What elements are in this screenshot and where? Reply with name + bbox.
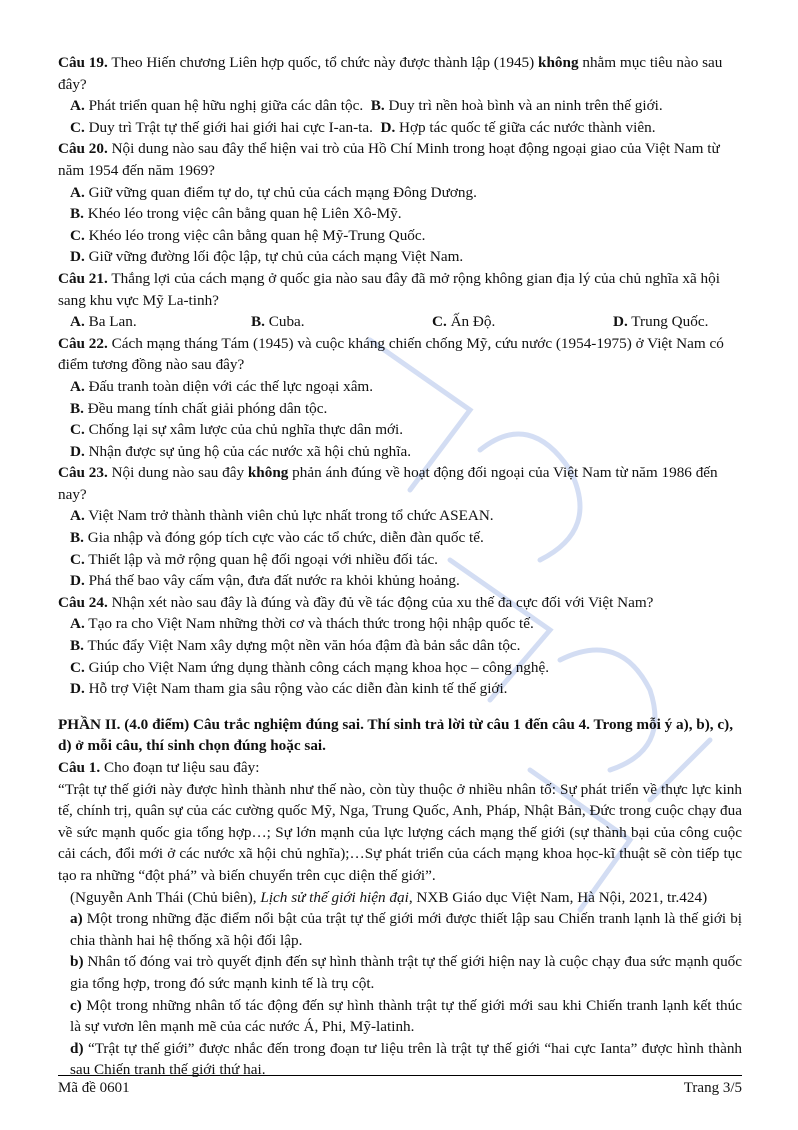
statement-b: b) Nhân tố đóng vai trò quyết định đến sự hình thành trật tự thế giới hiện nay là cuộc chạy đua sức mạnh quốc gia tổng hợp, trong đó sức mạnh kinh tế là trụ cột. <box>70 953 743 992</box>
question-label: Câu 22. <box>58 334 108 352</box>
question-label: Câu 20. <box>58 140 108 158</box>
page-number: Trang 3/5 <box>683 1080 742 1096</box>
statement-c: c) Một trong những nhân tố tác động đến sự hình thành trật tự thế giới mới sau khi Chiến tranh lạnh kết thúc là sự vươn lên mạnh mẽ của các nước Á, Phi, Mỹ-latinh. <box>70 996 742 1036</box>
option-row: A. Phát triển quan hệ hữu nghị giữa các dân tộc. B. Duy trì nền hoà bình và an ninh trên thế giới. <box>70 97 663 115</box>
source-quote: “Trật tự thế giới này được hình thành như thế nào, còn tùy thuộc ở nhiều nhân tố: Sự phát triển về thực lực kinh tế, chính trị, quân sự của các cường quốc Mỹ, Nga, Trung Quốc, Anh, Pháp, Nhật Bản, Đức trong cuộc chạy đua về sức mạnh quốc gia tổng hợp…; Sự lớn mạnh của lực lượng cách mạng thế giới (sự thành bại của công cuộc cải cách, đổi mới ở các nước xã hội chủ nghĩa);…Sự phát triển của cách mạng khoa học-kĩ thuật sẽ còn tiếp tục tạo ra những “đột phá” và biến chuyển trên cục diện thế giới”. <box>58 780 742 884</box>
option-d: D. Trung Quốc. <box>613 313 709 331</box>
option-b: B. Thúc đẩy Việt Nam xây dựng một nền văn hóa đậm đà bản sắc dân tộc. <box>70 637 521 655</box>
option-c: C. Giúp cho Việt Nam ứng dụng thành công cách mạng khoa học – công nghệ. <box>70 658 550 676</box>
question-label: Câu 24. <box>58 593 108 611</box>
option-d: D. Phá thế bao vây cấm vận, đưa đất nước ra khỏi khủng hoảng. <box>70 572 460 590</box>
section-heading: PHẦN II. (4.0 điểm) Câu trắc nghiệm đúng sai. Thí sinh trả lời từ câu 1 đến câu 4. Trong mỗi ý a), b), c), d) ở mỗi câu, thí sinh chọn đúng hoặc sai. <box>58 715 733 755</box>
option-c: C. Chống lại sự xâm lược của chủ nghĩa thực dân mới. <box>70 421 404 439</box>
question-label: Câu 19. <box>58 54 108 71</box>
option-b: B. Đều mang tính chất giải phóng dân tộc. <box>70 399 328 417</box>
option-d: D. Hỗ trợ Việt Nam tham gia sâu rộng vào các diễn đàn kinh tế thế giới. <box>70 680 508 698</box>
option-c: C. Ấn Độ. <box>432 313 496 331</box>
exam-page <box>58 52 742 1081</box>
option-d: D. Nhận được sự ủng hộ của các nước xã hội chủ nghĩa. <box>70 442 412 460</box>
option-c: C. Khéo léo trong việc cân bằng quan hệ Mỹ-Trung Quốc. <box>70 226 426 244</box>
question-label: Câu 1. <box>58 759 101 776</box>
option-a: A. Đấu tranh toàn diện với các thế lực ngoại xâm. <box>70 377 374 395</box>
source-citation: (Nguyễn Anh Thái (Chủ biên), Lịch sử thế giới hiện đại, NXB Giáo dục Việt Nam, Hà Nội, 2021, tr.424) <box>70 888 708 906</box>
question-19: Câu 19. Theo Hiến chương Liên hợp quốc, tổ chức này được thành lập (1945) không nhằm mục tiêu nào sau đây? <box>58 54 723 93</box>
question-24: Câu 24. Nhận xét nào sau đây là đúng và đầy đủ về tác động của xu thế đa cực đối với Việt Nam? <box>58 593 654 611</box>
statement-d: d) “Trật tự thế giới” được nhắc đến trong đoạn tư liệu trên là trật tự thế giới “hai cực Ianta” được hình thành sau Chiến tranh thế giới thứ hai. <box>70 1039 743 1079</box>
option-row <box>58 311 742 333</box>
question-22: Câu 22. Cách mạng tháng Tám (1945) và cuộc kháng chiến chống Mỹ, cứu nước (1954-1975) ở Việt Nam có điểm tương đồng nào sau đây? <box>58 334 724 374</box>
option-b: B. Khéo léo trong việc cân bằng quan hệ Liên Xô-Mỹ. <box>70 205 402 223</box>
page-footer <box>58 1075 742 1097</box>
option-a: A. Ba Lan. <box>70 313 137 331</box>
option-a: A. Tạo ra cho Việt Nam những thời cơ và thách thức trong hội nhập quốc tế. <box>70 615 534 633</box>
part2-question-1: Câu 1. Cho đoạn tư liệu sau đây: <box>58 759 260 776</box>
option-b: B. Gia nhập và đóng góp tích cực vào các tổ chức, diễn đàn quốc tế. <box>70 529 484 547</box>
exam-code: Mã đề 0601 <box>58 1080 130 1096</box>
question-20: Câu 20. Nội dung nào sau đây thể hiện vai trò của Hồ Chí Minh trong hoạt động ngoại giao của Việt Nam từ năm 1954 đến năm 1969? <box>58 140 720 179</box>
statement-a: a) Một trong những đặc điểm nổi bật của trật tự thế giới mới được thiết lập sau Chiến tranh lạnh là thế giới bị chia thành hai hệ thống xã hội đối lập. <box>70 910 743 949</box>
option-a: A. Giữ vững quan điểm tự do, tự chủ của cách mạng Đông Dương. <box>70 183 477 201</box>
question-23: Câu 23. Nội dung nào sau đây không phản ánh đúng về hoạt động đối ngoại của Việt Nam từ năm 1986 đến nay? <box>58 464 718 503</box>
option-c: C. Thiết lập và mở rộng quan hệ đối ngoại với nhiều đối tác. <box>70 550 438 568</box>
question-label: Câu 21. <box>58 269 108 287</box>
option-row: C. Duy trì Trật tự thế giới hai giới hai cực I-an-ta. D. Hợp tác quốc tế giữa các nước thành viên. <box>70 118 656 136</box>
question-label: Câu 23. <box>58 464 108 482</box>
option-a: A. Việt Nam trở thành thành viên chủ lực nhất trong tổ chức ASEAN. <box>70 507 494 525</box>
option-d: D. Giữ vững đường lối độc lập, tự chủ của cách mạng Việt Nam. <box>70 248 464 266</box>
option-b: B. Cuba. <box>251 313 305 331</box>
question-21: Câu 21. Thắng lợi của cách mạng ở quốc gia nào sau đây đã mở rộng không gian địa lý của chủ nghĩa xã hội sang khu vực Mỹ La-tinh? <box>58 269 720 309</box>
